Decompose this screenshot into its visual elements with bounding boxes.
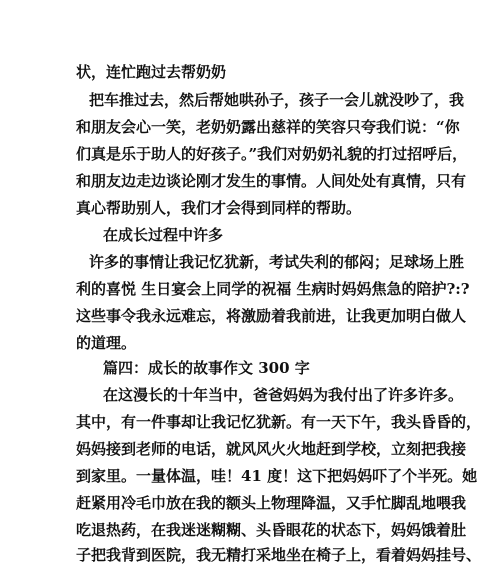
text-line: 们真是乐于助人的好孩子。”我们对奶奶礼貌的打过招呼后， xyxy=(76,145,468,163)
text-line: 在这漫长的十年当中，爸爸妈妈为我付出了许多许多。 xyxy=(103,386,464,404)
text-line: 到家里。一量体温，哇！41 度！这下把妈妈吓了个半死。她 xyxy=(76,467,478,485)
text-line: 许多的事情让我记忆犹新，考试失利的郁闷；足球场上胜 xyxy=(89,253,465,271)
text-line: 赶紧用冷毛巾放在我的额头上物理降温，又手忙脚乱地喂我 xyxy=(76,494,467,512)
text-line: 妈妈接到老师的电话，就风风火火地赶到学校，立刻把我接 xyxy=(76,440,467,458)
text-line: 和朋友边走边谈论刚才发生的事情。人间处处有真情，只有 xyxy=(76,172,467,190)
text-line: 子把我背到医院，我无精打采地坐在椅子上，看着妈妈挂号、 xyxy=(76,546,482,564)
section-heading: 篇四：成长的故事作文 300 字 xyxy=(103,359,310,377)
text-line: 吃退热药，在我迷迷糊糊、头昏眼花的状态下，妈妈饿着肚 xyxy=(76,521,467,539)
text-line: 状，连忙跑过去帮奶奶 xyxy=(76,63,227,81)
text-line: 其中，有一件事却让我记忆犹新。有一天下午，我头昏昏的， xyxy=(76,413,482,431)
text-line: 这些事令我永远难忘，将激励着我前进，让我更加明白做人 xyxy=(76,307,467,325)
text-line: 和朋友会心一笑，老奶奶露出慈祥的笑容只夸我们说：“你 xyxy=(76,118,460,136)
text-line: 把车推过去，然后帮她哄孙子，孩子一会儿就没吵了，我 xyxy=(89,91,465,109)
text-line: 利的喜悦 生日宴会上同学的祝福 生病时妈妈焦急的陪护?:? xyxy=(76,280,470,298)
text-line: 真心帮助别人，我们才会得到同样的帮助。 xyxy=(76,199,362,217)
section-heading: 在成长过程中许多 xyxy=(103,226,224,244)
text-line: 的道理。 xyxy=(76,334,137,352)
